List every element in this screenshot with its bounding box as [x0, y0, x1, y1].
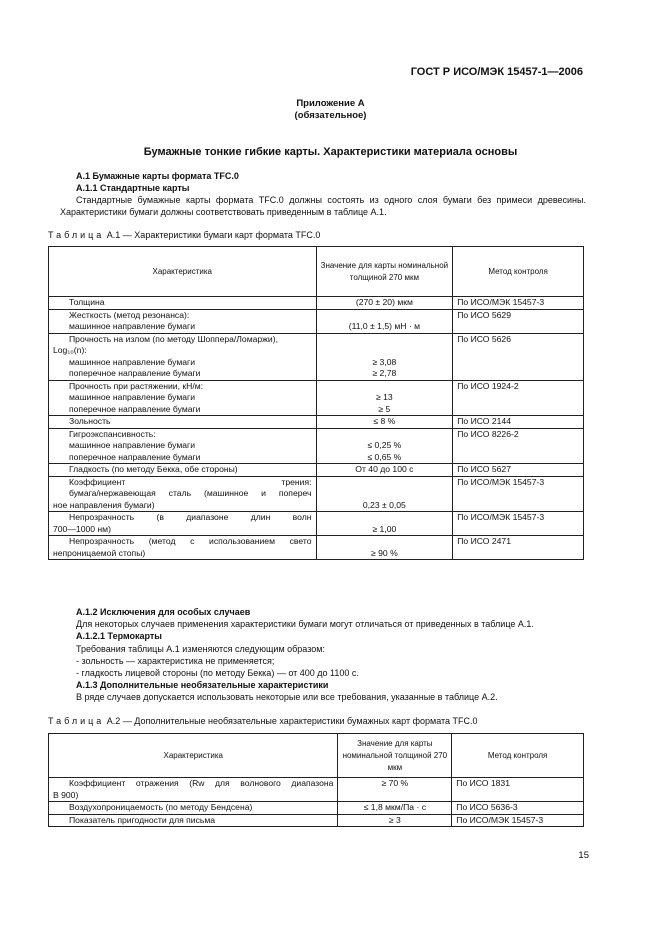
cell-method	[453, 428, 584, 464]
characteristic-line: Непрозрачность (метод с использованием свето	[69, 536, 312, 546]
method-text: По ИСО 2471	[457, 536, 511, 546]
table-row	[49, 464, 584, 477]
value-line: ≤ 8 %	[373, 416, 396, 426]
value-line: (11,0 ± 1,5) мН · м	[348, 321, 421, 331]
characteristic-line: поперечное направление бумаги	[69, 403, 201, 414]
main-title: Бумажные тонкие гибкие карты. Характеристики материала основы	[143, 146, 518, 158]
annex-status: (обязательное)	[294, 110, 367, 121]
table-row	[49, 428, 584, 464]
characteristic-line: Коэффициент трения:	[69, 476, 312, 487]
section-a12-heading: А.1.2 Исключения для особых случаев	[76, 607, 251, 617]
cell-value	[338, 802, 452, 815]
table1-header-method: Метод контроля	[453, 247, 584, 297]
method-text: По ИСО 5636-3	[456, 802, 518, 812]
section-a13-heading: А.1.3 Дополнительные необязательные характеристики	[76, 680, 329, 690]
table-row	[49, 297, 584, 310]
table-row	[49, 778, 584, 802]
characteristic-line: бумага/нержавеющая сталь (машинное и попереч	[69, 488, 312, 498]
table2-header-characteristic: Характеристика	[49, 734, 338, 778]
list-item-2: - гладкость лицевой стороны (по методу Бекка) — от 400 до 1100 с.	[76, 668, 359, 678]
table-row	[49, 309, 584, 333]
cell-characteristic	[49, 309, 317, 333]
value-line	[321, 512, 449, 524]
document-code: ГОСТ Р ИСО/МЭК 15457-1—2006	[410, 66, 583, 78]
characteristic-line: Показатель пригодности для письма	[69, 814, 216, 825]
value-line	[321, 310, 449, 322]
cell-value	[316, 416, 453, 429]
table1-header-value: Значение для карты номинальной толщиной 270 мкм	[316, 247, 453, 297]
value-line: От 40 до 100 с	[355, 464, 414, 474]
characteristic-line: Log₁₀(n):	[53, 345, 87, 355]
table2-header-value: Значение для карты номинальной толщиной 270 мкм	[338, 734, 452, 778]
cell-value	[316, 476, 453, 512]
paragraph-3: Требования таблицы А.1 изменяются следующим образом:	[76, 644, 325, 654]
value-line: ≤ 0,65 %	[367, 451, 402, 462]
method-text: По ИСО 2144	[457, 416, 511, 426]
characteristic-line: машинное направление бумаги	[69, 440, 195, 450]
value-line: (270 ± 20) мкм	[355, 297, 413, 307]
table-row	[49, 416, 584, 429]
characteristic-line: Коэффициент отражения (Rw для волнового диапазона	[69, 778, 334, 788]
cell-method	[453, 476, 584, 512]
cell-method	[453, 297, 584, 310]
table-row	[49, 380, 584, 416]
value-text: ≥ 70 %	[381, 778, 409, 788]
cell-method	[452, 802, 584, 815]
characteristic-line: машинное направление бумаги	[69, 321, 195, 331]
cell-value	[316, 536, 453, 560]
cell-characteristic	[49, 464, 317, 477]
characteristic-line: Непрозрачность (в диапазоне длин волн	[69, 512, 312, 522]
table-row	[49, 476, 584, 512]
value-line	[321, 345, 449, 357]
table2-caption-word: Таблица	[48, 716, 105, 726]
table-row	[49, 512, 584, 536]
table-row	[49, 802, 584, 815]
characteristic-line: Прочность при растяжении, кН/м:	[69, 380, 204, 391]
table1-header-characteristic: Характеристика	[49, 247, 317, 297]
cell-value	[316, 333, 453, 380]
method-text: По ИСО/МЭК 15457-3	[457, 512, 545, 522]
method-text: По ИСО/МЭК 15457-3	[456, 814, 544, 825]
table-row	[49, 536, 584, 560]
method-text: По ИСО 5629	[457, 309, 511, 320]
cell-method	[453, 416, 584, 429]
cell-characteristic	[49, 536, 317, 560]
cell-characteristic	[49, 476, 317, 512]
cell-characteristic	[49, 380, 317, 416]
cell-characteristic	[49, 512, 317, 536]
method-text: По ИСО 8226-2	[457, 428, 519, 439]
characteristic-line: Гигроэкспансивность:	[69, 428, 156, 439]
method-text: По ИСО 1924-2	[457, 380, 519, 391]
cell-method	[453, 512, 584, 536]
paragraph-2: Для некоторых случаев применения характеристики бумаги могут отличаться от приведенных в таблице А.1.	[76, 619, 534, 629]
value-line	[321, 488, 449, 500]
cell-characteristic	[49, 778, 338, 802]
value-text: ≤ 1,8 мкм/Па · с	[363, 802, 426, 812]
cell-method	[453, 536, 584, 560]
method-text: По ИСО 5627	[457, 464, 511, 474]
section-a1-heading: А.1 Бумажные карты формата TFC.0	[76, 171, 239, 181]
cell-characteristic	[49, 428, 317, 464]
cell-characteristic	[49, 333, 317, 380]
cell-value	[338, 814, 452, 827]
section-a11-heading: А.1.1 Стандартные карты	[76, 183, 190, 193]
characteristic-line: машинное направление бумаги	[69, 356, 195, 367]
section-a121-heading: А.1.2.1 Термокарты	[76, 631, 162, 641]
page-number: 15	[578, 850, 589, 861]
value-line	[321, 477, 449, 489]
cell-value	[316, 428, 453, 464]
value-line: ≥ 1,00	[372, 523, 397, 534]
cell-value	[316, 297, 453, 310]
value-text: ≥ 3	[388, 814, 401, 825]
characteristic-line: машинное направление бумаги	[69, 392, 195, 402]
method-text: По ИСО/МЭК 15457-3	[457, 297, 545, 307]
cell-characteristic	[49, 416, 317, 429]
cell-value	[316, 380, 453, 416]
cell-value	[316, 512, 453, 536]
value-line: ≥ 5	[378, 403, 391, 414]
value-line: ≥ 3,08	[372, 356, 397, 367]
list-item-1: - зольность — характеристика не применяется;	[76, 656, 275, 666]
table-a2	[48, 733, 584, 827]
table2-caption	[48, 716, 478, 726]
method-text: По ИСО/МЭК 15457-3	[457, 476, 545, 487]
table1-caption-word: Таблица	[48, 230, 105, 240]
characteristic-line: поперечное направление бумаги	[69, 368, 201, 378]
characteristic-line: 700—1000 нм)	[53, 523, 111, 534]
table2-header-method: Метод контроля	[452, 734, 584, 778]
cell-method	[453, 333, 584, 380]
cell-characteristic	[49, 802, 338, 815]
characteristic-line: ное направления бумаги)	[53, 499, 155, 510]
cell-characteristic	[49, 814, 338, 827]
value-line: ≥ 2,78	[372, 368, 397, 378]
characteristic-line: Воздухопроницаемость (по методу Бендсена)	[69, 802, 253, 812]
table-row	[49, 814, 584, 827]
cell-method	[452, 814, 584, 827]
table2-caption-text: А.2 — Дополнительные необязательные характеристики бумажных карт формата TFC.0	[104, 716, 478, 726]
cell-method	[453, 309, 584, 333]
table1-caption-text: А.1 — Характеристики бумаги карт формата TFC.0	[104, 230, 321, 240]
value-line	[321, 334, 449, 346]
method-text: По ИСО 1831	[456, 778, 510, 788]
characteristic-line: Прочность на излом (по методу Шоппера/Ломаржи),	[69, 333, 278, 344]
value-line	[321, 429, 449, 441]
annex-title: Приложение А	[296, 98, 365, 109]
characteristic-line: Зольность	[69, 416, 111, 426]
value-line: ≥ 13	[376, 392, 393, 402]
cell-value	[316, 464, 453, 477]
cell-value	[316, 309, 453, 333]
method-text: По ИСО 5626	[457, 333, 511, 344]
cell-value	[338, 778, 452, 802]
cell-method	[452, 778, 584, 802]
cell-method	[453, 464, 584, 477]
value-line	[321, 381, 449, 393]
paragraph-1: Стандартные бумажные карты формата TFC.0 должны состоять из одного слоя бумаги без примеси древесины. Характеристики бумаги должны соответствовать приведенным в таблице А.1.	[60, 195, 586, 217]
characteristic-line: В 900)	[53, 789, 79, 800]
cell-method	[453, 380, 584, 416]
characteristic-line: Толщина	[69, 297, 105, 307]
characteristic-line: Жесткость (метод резонанса):	[69, 309, 190, 320]
value-line: 0,23 ± 0,05	[362, 499, 406, 510]
value-line: ≤ 0,25 %	[367, 440, 402, 450]
table1-caption	[48, 230, 320, 240]
value-line: ≥ 90 %	[371, 547, 398, 558]
characteristic-line: Гладкость (по методу Бекка, обе стороны)	[69, 464, 238, 474]
table-row	[49, 333, 584, 380]
characteristic-line: поперечное направление бумаги	[69, 451, 201, 462]
characteristic-line: непроницаемой стопы)	[53, 547, 146, 558]
table-a1	[48, 246, 584, 560]
value-line	[321, 536, 449, 548]
cell-characteristic	[49, 297, 317, 310]
paragraph-4: В ряде случаев допускается использовать некоторые или все требования, указанные в таблице А.2.	[76, 692, 498, 702]
